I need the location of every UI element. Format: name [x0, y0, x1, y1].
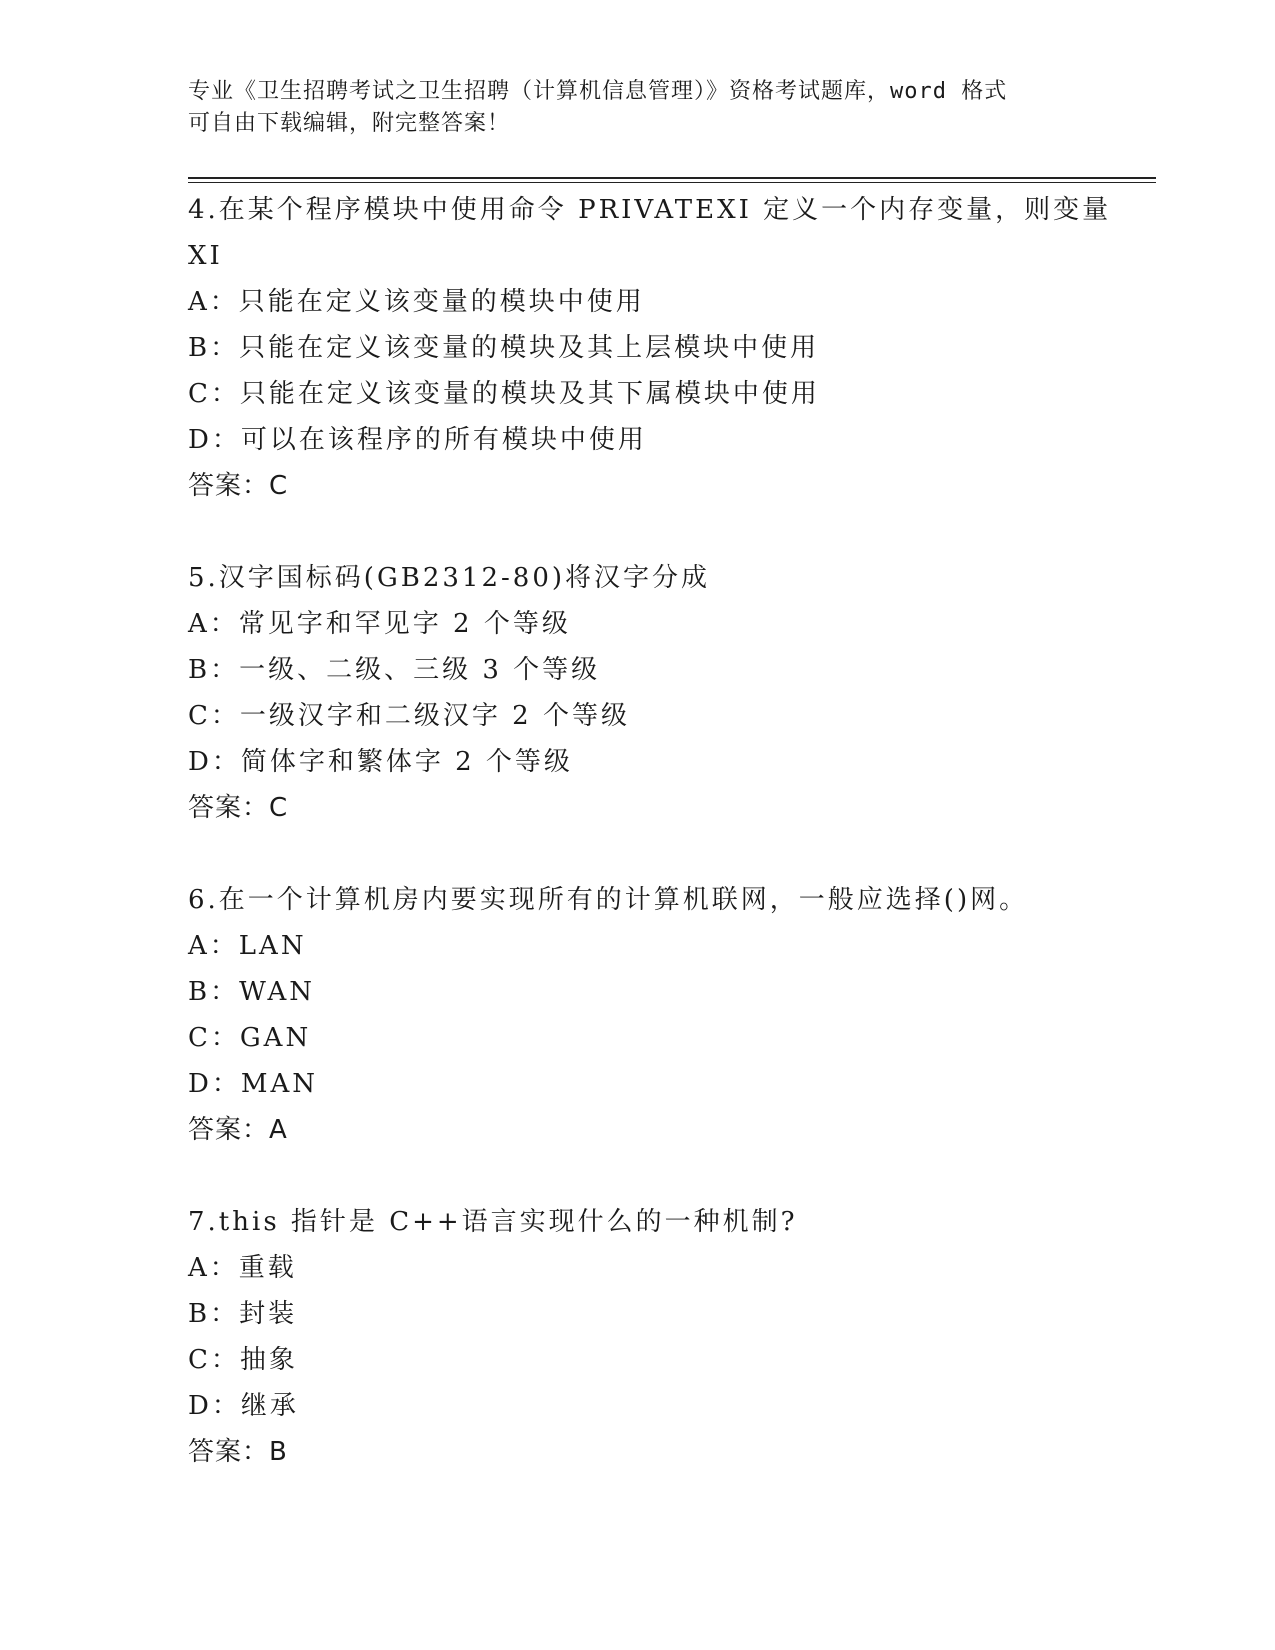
- question-stem: 4.在某个程序模块中使用命令 PRIVATEXI 定义一个内存变量，则变量: [188, 195, 1112, 225]
- answer: 答案：A: [188, 1115, 288, 1145]
- option-b: B：WAN: [188, 977, 316, 1007]
- option-a: A：重载: [188, 1253, 297, 1283]
- option-d: D：可以在该程序的所有模块中使用: [188, 425, 647, 455]
- option-d: D：MAN: [188, 1069, 318, 1099]
- question-5: [188, 555, 1088, 831]
- document-header: [188, 76, 1088, 140]
- option-a: A：只能在定义该变量的模块中使用: [188, 287, 645, 317]
- option-b: B：封装: [188, 1299, 298, 1329]
- question-list: [188, 187, 1112, 1521]
- question-7: [188, 1199, 1088, 1475]
- option-d: D：继承: [188, 1391, 299, 1421]
- option-d: D：简体字和繁体字 2 个等级: [188, 747, 573, 777]
- option-c: C：GAN: [188, 1023, 312, 1053]
- header-divider-thin: [188, 182, 1156, 183]
- header-divider-thick: [188, 177, 1156, 179]
- header-line-1: 专业《卫生招聘考试之卫生招聘（计算机信息管理）》资格考试题库，word 格式: [188, 79, 1008, 104]
- question-stem: 7.this 指针是 C++语言实现什么的一种机制?: [188, 1207, 798, 1237]
- answer: 答案：C: [188, 793, 289, 823]
- option-a: A：LAN: [188, 931, 307, 961]
- question-6: [188, 877, 1088, 1153]
- answer: 答案：C: [188, 471, 289, 501]
- answer: 答案：B: [188, 1437, 288, 1467]
- option-c: C：只能在定义该变量的模块及其下属模块中使用: [188, 379, 820, 409]
- question-stem-continued: XI: [188, 241, 223, 271]
- question-stem: 6.在一个计算机房内要实现所有的计算机联网，一般应选择()网。: [188, 885, 1029, 915]
- question-4: [188, 187, 1112, 509]
- option-a: A：常见字和罕见字 2 个等级: [188, 609, 571, 639]
- header-line-2: 可自由下载编辑，附完整答案！: [188, 111, 511, 136]
- option-b: B：一级、二级、三级 3 个等级: [188, 655, 601, 685]
- option-c: C：抽象: [188, 1345, 298, 1375]
- option-c: C：一级汉字和二级汉字 2 个等级: [188, 701, 630, 731]
- option-b: B：只能在定义该变量的模块及其上层模块中使用: [188, 333, 820, 363]
- question-stem: 5.汉字国标码(GB2312-80)将汉字分成: [188, 563, 711, 593]
